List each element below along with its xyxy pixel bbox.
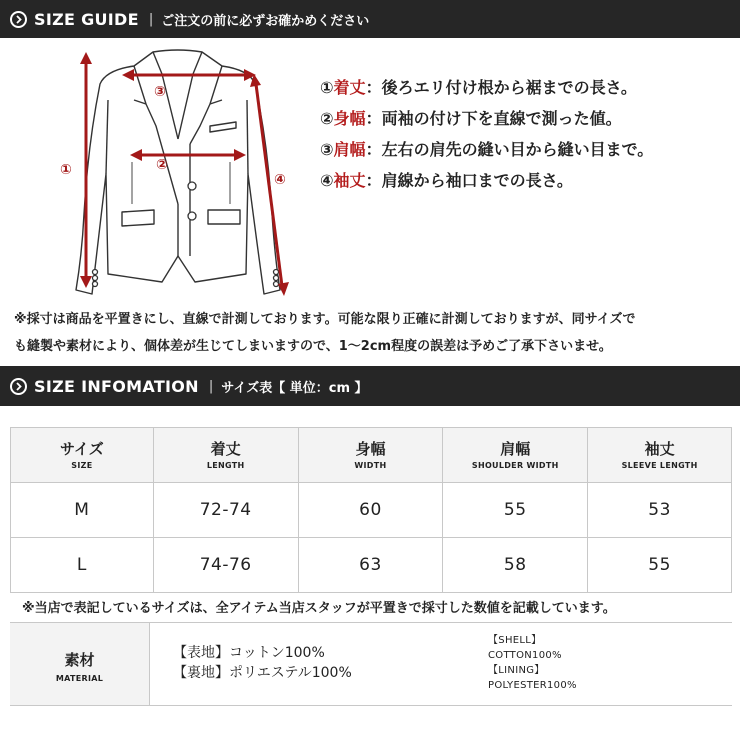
material-en: 【SHELL】 COTTON100% 【LINING】 POLYESTER100% xyxy=(488,635,577,691)
size-table xyxy=(10,427,732,593)
size-cell: M xyxy=(11,483,154,538)
shoulder-cell: 58 xyxy=(443,538,588,593)
material-label: 素材 MATERIAL xyxy=(10,623,150,705)
width-cell: 60 xyxy=(298,483,443,538)
material-section xyxy=(10,622,732,706)
header-separator: | xyxy=(148,11,154,27)
size-cell: L xyxy=(11,538,154,593)
marker-shoulder: ③ xyxy=(154,84,166,100)
size-guide-title: SIZE GUIDE xyxy=(34,9,139,29)
measurement-note: ※採寸は商品を平置きにし、直線で計測しております。可能な限り正確に計測しておりますが、同サイズで も縫製や素材により、個体差が生じてしまいますので、1〜2cm程度の誤差は予めご了承下さいませ。 xyxy=(14,312,636,354)
marker-length: ① xyxy=(60,162,72,178)
table-header-row xyxy=(11,428,732,483)
length-cell: 72-74 xyxy=(153,483,298,538)
column-header-size: サイズ SIZE xyxy=(11,428,154,483)
legend-item-sleeve: ④袖丈：肩線から袖口までの長さ。 xyxy=(320,171,573,190)
shoulder-cell: 55 xyxy=(443,483,588,538)
jacket-diagram xyxy=(50,44,310,306)
column-header-width: 身幅 WIDTH xyxy=(298,428,443,483)
size-guide-header xyxy=(0,0,740,38)
length-cell: 74-76 xyxy=(153,538,298,593)
width-cell: 63 xyxy=(298,538,443,593)
size-info-subtitle: サイズ表【 単位：cm 】 xyxy=(221,380,368,396)
chevron-right-icon xyxy=(10,378,27,395)
table-row xyxy=(11,538,732,593)
legend-item-width: ②身幅：両袖の付け下を直線で測った値。 xyxy=(320,109,622,128)
material-jp: 【表地】コットン100% 【裏地】ポリエステル100% xyxy=(173,645,352,681)
column-header-sleeve: 袖丈 SLEEVE LENGTH xyxy=(588,428,732,483)
sleeve-cell: 55 xyxy=(588,538,732,593)
column-header-shoulder: 肩幅 SHOULDER WIDTH xyxy=(443,428,588,483)
size-info-header xyxy=(0,366,740,406)
table-row xyxy=(11,483,732,538)
legend-item-shoulder: ③肩幅：左右の肩先の縫い目から縫い目まで。 xyxy=(320,140,654,159)
legend-item-length: ①着丈：後ろエリ付け根から裾までの長さ。 xyxy=(320,78,637,97)
size-info-title: SIZE INFOMATION xyxy=(34,376,199,396)
staff-note: ※当店で表記しているサイズは、全アイテム当店スタッフが平置きで採寸した数値を記載しています。 xyxy=(22,601,616,616)
marker-sleeve: ④ xyxy=(274,172,286,188)
header-separator: | xyxy=(208,378,214,394)
sleeve-cell: 53 xyxy=(588,483,732,538)
chevron-right-icon xyxy=(10,11,27,28)
size-guide-subtitle: ご注文の前に必ずお確かめください xyxy=(161,13,370,29)
marker-width: ② xyxy=(156,157,168,173)
column-header-length: 着丈 LENGTH xyxy=(153,428,298,483)
